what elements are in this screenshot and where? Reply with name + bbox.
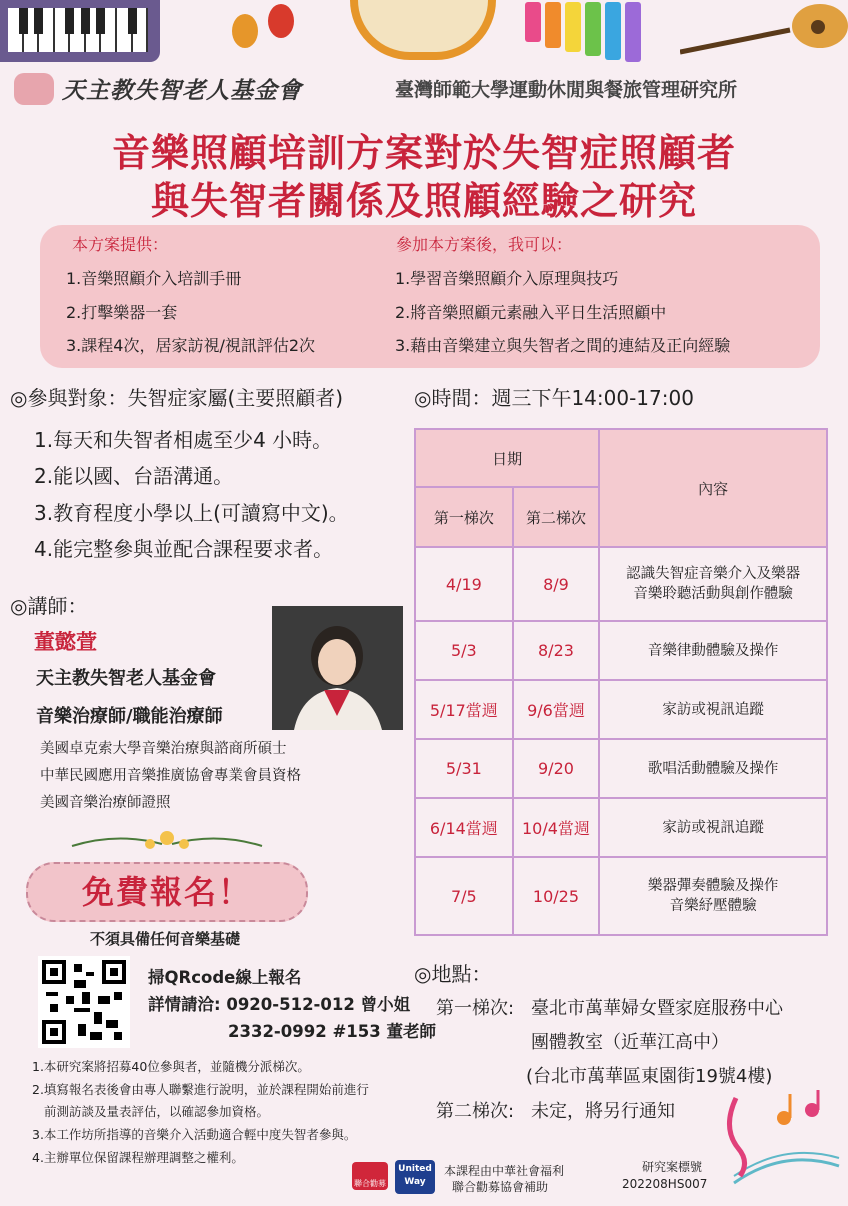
united-way-logo: United Way <box>395 1160 435 1194</box>
batch1-date: 5/3 <box>415 621 513 680</box>
foundation-name: 天主教失智老人基金會 <box>62 78 302 104</box>
benefit-heading: 參加本方案後，我可以： <box>396 235 573 254</box>
time-heading: ◎時間：週三下午14:00-17:00 <box>414 386 694 410</box>
scan-qr-text: 掃QRcode線上報名 <box>148 968 302 987</box>
instructor-org: 天主教失智老人基金會 <box>36 668 216 689</box>
table-row <box>415 547 827 621</box>
location-heading: ◎地點： <box>414 962 492 986</box>
batch2-date: 10/4當週 <box>513 798 600 857</box>
schedule-table <box>414 428 828 936</box>
batch1-date: 4/19 <box>415 547 513 621</box>
table-row <box>415 857 827 935</box>
contact-line-1: 詳情請洽: 0920-512-012 曾小姐 <box>148 995 411 1014</box>
session-content: 音樂律動體驗及操作 <box>599 621 827 680</box>
batch2-header: 第二梯次 <box>513 487 600 547</box>
floral-divider <box>62 822 272 858</box>
instructor-heading: ◎講師： <box>10 594 88 618</box>
batch1-date: 5/31 <box>415 739 513 798</box>
note-item: 2.填寫報名表後會由專人聯繫進行說明，並於課程開始前進行 <box>32 1082 369 1097</box>
united-way-tw-logo: 聯合勸募 <box>352 1162 388 1190</box>
guitar-illustration <box>680 0 848 60</box>
criteria-item: 3.教育程度小學以上(可讀寫中文)。 <box>34 501 349 525</box>
batch1-date: 5/17當週 <box>415 680 513 739</box>
batch1-location-line: (台北市萬華區東園街19號4樓) <box>526 1066 773 1087</box>
foundation-logo <box>14 73 54 105</box>
batch1-header: 第一梯次 <box>415 487 513 547</box>
provide-item: 2.打擊樂器一套 <box>66 303 178 322</box>
maraca-illustration <box>232 14 258 48</box>
provide-item: 1.音樂照顧介入培訓手冊 <box>66 269 242 288</box>
batch2-date: 8/9 <box>513 547 600 621</box>
batch1-location-line: 團體教室（近華江高中） <box>531 1032 729 1053</box>
xylophone-illustration <box>525 2 645 62</box>
session-content: 樂器彈奏體驗及操作 音樂紓壓體驗 <box>599 857 827 935</box>
benefit-item: 2.將音樂照顧元素融入平日生活照顧中 <box>395 303 667 322</box>
session-content: 認識失智症音樂介入及樂器 音樂聆聽活動與創作體驗 <box>599 547 827 621</box>
note-item: 前測訪談及量表評估，以確認參加資格。 <box>44 1104 270 1119</box>
batch1-date: 7/5 <box>415 857 513 935</box>
instructor-photo <box>272 606 403 730</box>
criteria-item: 4.能完整參與並配合課程要求者。 <box>34 537 334 561</box>
date-header: 日期 <box>415 429 599 487</box>
provide-heading: 本方案提供： <box>72 235 169 254</box>
table-row <box>415 739 827 798</box>
sponsor-line: 本課程由中華社會福利 <box>444 1164 565 1178</box>
title-line-2: 與失智者關係及照顧經驗之研究 <box>150 178 697 223</box>
table-row <box>415 621 827 680</box>
music-notes-illustration <box>714 1088 844 1188</box>
instructor-credential: 美國卓克索大學音樂治療與諮商所碩士 <box>40 741 287 757</box>
batch2-date: 8/23 <box>513 621 600 680</box>
session-content: 家訪或視訊追蹤 <box>599 680 827 739</box>
criteria-item: 1.每天和失智者相處至少4 小時。 <box>34 428 333 452</box>
note-item: 1.本研究案將招募40位參與者，並隨機分派梯次。 <box>32 1059 310 1074</box>
batch1-location-line: 臺北市萬華婦女暨家庭服務中心 <box>531 998 783 1019</box>
title-line-1: 音樂照顧培訓方案對於失智症照顧者 <box>111 130 736 175</box>
batch1-location-label: 第一梯次: <box>436 998 515 1019</box>
case-number: 202208HS007 <box>622 1177 708 1191</box>
note-item: 3.本工作坊所指導的音樂介入活動適合輕中度失智者參與。 <box>32 1127 357 1142</box>
batch2-date: 10/25 <box>513 857 600 935</box>
maraca-illustration <box>268 4 294 38</box>
batch2-location-text: 未定，將另行通知 <box>531 1101 675 1122</box>
table-row <box>415 680 827 739</box>
case-number-label: 研究案標號 <box>642 1160 703 1174</box>
sponsor-line: 聯合勸募協會補助 <box>452 1180 549 1194</box>
free-registration-banner: 免費報名！ <box>26 862 308 922</box>
participants-heading: ◎參與對象：失智症家屬(主要照顧者) <box>10 386 344 410</box>
batch1-date: 6/14當週 <box>415 798 513 857</box>
session-content: 歌唱活動體驗及操作 <box>599 739 827 798</box>
batch2-location-label: 第二梯次: <box>436 1101 515 1122</box>
instructor-name: 董懿萱 <box>34 630 97 654</box>
table-row <box>415 798 827 857</box>
instructor-credential: 美國音樂治療師證照 <box>40 795 171 811</box>
session-content: 家訪或視訊追蹤 <box>599 798 827 857</box>
benefit-item: 1.學習音樂照顧介入原理與技巧 <box>395 269 619 288</box>
contact-line-2: 2332-0992 #153 董老師 <box>228 1022 436 1041</box>
note-item: 4.主辦單位保留課程辦理調整之權利。 <box>32 1150 244 1165</box>
keyboard-illustration <box>0 0 160 62</box>
no-music-background-note: 不須具備任何音樂基礎 <box>89 930 240 948</box>
qr-code[interactable] <box>38 956 130 1048</box>
content-header: 內容 <box>599 429 827 547</box>
tambourine-illustration <box>350 0 496 60</box>
provide-item: 3.課程4次，居家訪視/視訊評估2次 <box>66 336 316 355</box>
instructor-credential: 中華民國應用音樂推廣協會專業會員資格 <box>40 768 301 784</box>
benefit-item: 3.藉由音樂建立與失智者之間的連結及正向經驗 <box>395 336 731 355</box>
university-name: 臺灣師範大學運動休閒與餐旅管理研究所 <box>395 79 738 101</box>
batch2-date: 9/6當週 <box>513 680 600 739</box>
batch2-date: 9/20 <box>513 739 600 798</box>
instructor-role: 音樂治療師/職能治療師 <box>36 706 223 727</box>
criteria-item: 2.能以國、台語溝通。 <box>34 464 234 488</box>
